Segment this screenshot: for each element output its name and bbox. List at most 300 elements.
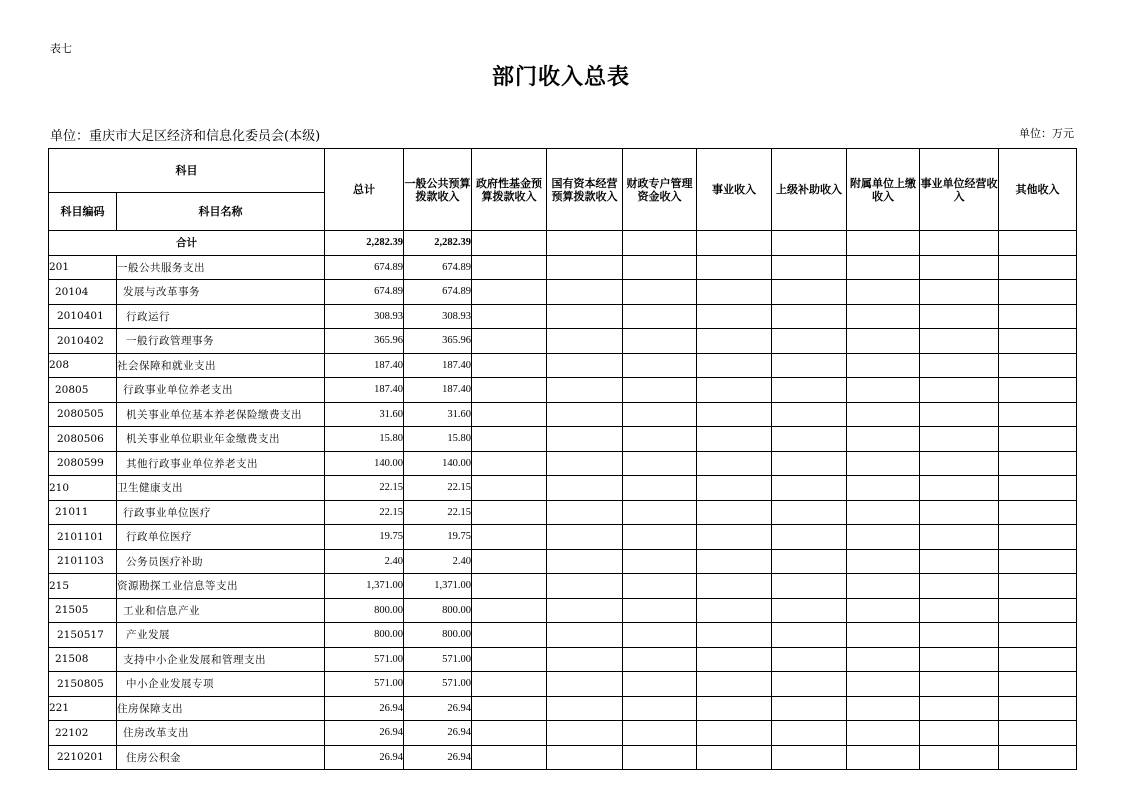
header-operating-income: 事业单位经营收入 bbox=[920, 149, 999, 231]
empty-cell bbox=[772, 402, 847, 427]
header-general-budget: 一般公共预算拨款收入 bbox=[404, 149, 472, 231]
subject-code: 20805 bbox=[49, 378, 117, 403]
subject-code: 2010402 bbox=[49, 329, 117, 354]
subject-code: 2150805 bbox=[49, 672, 117, 697]
empty-cell bbox=[999, 304, 1077, 329]
empty-cell bbox=[920, 476, 999, 501]
subject-code: 2101103 bbox=[49, 549, 117, 574]
empty-cell bbox=[472, 525, 547, 550]
empty-cell bbox=[999, 255, 1077, 280]
empty-cell bbox=[472, 427, 547, 452]
empty-cell bbox=[999, 451, 1077, 476]
page-title: 部门收入总表 bbox=[491, 64, 630, 90]
empty-cell bbox=[697, 525, 772, 550]
subject-name: 支持中小企业发展和管理支出 bbox=[117, 647, 325, 672]
total-amount: 22.15 bbox=[325, 500, 404, 525]
header-gov-fund: 政府性基金预算拨款收入 bbox=[472, 149, 547, 231]
table-row bbox=[49, 402, 1077, 427]
subject-name: 工业和信息产业 bbox=[117, 598, 325, 623]
general-budget-amount: 187.40 bbox=[404, 378, 472, 403]
empty-cell bbox=[547, 255, 623, 280]
general-budget-amount: 22.15 bbox=[404, 500, 472, 525]
total-amount: 800.00 bbox=[325, 598, 404, 623]
empty-cell bbox=[772, 500, 847, 525]
empty-cell bbox=[623, 280, 697, 305]
empty-cell bbox=[623, 329, 697, 354]
table-number: 表七 bbox=[50, 42, 72, 55]
empty-cell bbox=[547, 574, 623, 599]
subject-code: 2080506 bbox=[49, 427, 117, 452]
empty-cell bbox=[772, 623, 847, 648]
empty-cell bbox=[697, 451, 772, 476]
general-budget-amount: 800.00 bbox=[404, 598, 472, 623]
empty-cell bbox=[772, 378, 847, 403]
header-other-income: 其他收入 bbox=[999, 149, 1077, 231]
empty-cell bbox=[547, 549, 623, 574]
empty-cell bbox=[697, 647, 772, 672]
subject-name: 机关事业单位职业年金缴费支出 bbox=[117, 427, 325, 452]
general-budget-amount: 26.94 bbox=[404, 721, 472, 746]
empty-cell bbox=[920, 402, 999, 427]
general-budget-amount: 674.89 bbox=[404, 280, 472, 305]
total-amount: 571.00 bbox=[325, 672, 404, 697]
total-amount: 800.00 bbox=[325, 623, 404, 648]
subject-code: 21508 bbox=[49, 647, 117, 672]
income-summary-table bbox=[48, 148, 1077, 770]
subject-name: 机关事业单位基本养老保险缴费支出 bbox=[117, 402, 325, 427]
subject-name: 社会保障和就业支出 bbox=[117, 353, 325, 378]
subject-name: 行政事业单位医疗 bbox=[117, 500, 325, 525]
empty-cell bbox=[472, 647, 547, 672]
empty-cell bbox=[547, 647, 623, 672]
empty-cell bbox=[772, 721, 847, 746]
empty-cell bbox=[472, 696, 547, 721]
empty-cell bbox=[847, 500, 920, 525]
empty-cell bbox=[772, 231, 847, 256]
table-row bbox=[49, 598, 1077, 623]
empty-cell bbox=[623, 378, 697, 403]
subject-code: 201 bbox=[49, 255, 117, 280]
empty-cell bbox=[697, 353, 772, 378]
general-budget-amount: 26.94 bbox=[404, 745, 472, 770]
subject-code: 2080505 bbox=[49, 402, 117, 427]
empty-cell bbox=[697, 476, 772, 501]
total-amount: 31.60 bbox=[325, 402, 404, 427]
empty-cell bbox=[547, 329, 623, 354]
empty-cell bbox=[772, 353, 847, 378]
subject-code: 2010401 bbox=[49, 304, 117, 329]
empty-cell bbox=[472, 231, 547, 256]
total-amount: 365.96 bbox=[325, 329, 404, 354]
table-row bbox=[49, 623, 1077, 648]
empty-cell bbox=[772, 476, 847, 501]
empty-cell bbox=[847, 696, 920, 721]
empty-cell bbox=[547, 672, 623, 697]
empty-cell bbox=[547, 598, 623, 623]
empty-cell bbox=[472, 549, 547, 574]
empty-cell bbox=[847, 574, 920, 599]
empty-cell bbox=[999, 280, 1077, 305]
empty-cell bbox=[697, 598, 772, 623]
empty-cell bbox=[920, 574, 999, 599]
empty-cell bbox=[472, 402, 547, 427]
empty-cell bbox=[547, 280, 623, 305]
empty-cell bbox=[999, 647, 1077, 672]
header-subject: 科目 bbox=[49, 149, 325, 193]
empty-cell bbox=[697, 402, 772, 427]
header-state-capital: 国有资本经营预算拨款收入 bbox=[547, 149, 623, 231]
empty-cell bbox=[472, 353, 547, 378]
empty-cell bbox=[920, 623, 999, 648]
empty-cell bbox=[472, 672, 547, 697]
table-row bbox=[49, 721, 1077, 746]
empty-cell bbox=[623, 402, 697, 427]
empty-cell bbox=[999, 745, 1077, 770]
empty-cell bbox=[847, 623, 920, 648]
empty-cell bbox=[999, 427, 1077, 452]
empty-cell bbox=[697, 231, 772, 256]
general-budget-amount: 365.96 bbox=[404, 329, 472, 354]
empty-cell bbox=[697, 427, 772, 452]
empty-cell bbox=[920, 721, 999, 746]
subject-name: 住房改革支出 bbox=[117, 721, 325, 746]
empty-cell bbox=[547, 500, 623, 525]
total-amount: 22.15 bbox=[325, 476, 404, 501]
subject-name: 行政单位医疗 bbox=[117, 525, 325, 550]
empty-cell bbox=[847, 451, 920, 476]
subject-code: 21011 bbox=[49, 500, 117, 525]
total-amount: 571.00 bbox=[325, 647, 404, 672]
empty-cell bbox=[772, 255, 847, 280]
empty-cell bbox=[472, 378, 547, 403]
subject-name: 发展与改革事务 bbox=[117, 280, 325, 305]
table-row bbox=[49, 525, 1077, 550]
empty-cell bbox=[999, 672, 1077, 697]
empty-cell bbox=[847, 280, 920, 305]
empty-cell bbox=[772, 451, 847, 476]
empty-cell bbox=[547, 451, 623, 476]
empty-cell bbox=[547, 745, 623, 770]
table-row bbox=[49, 280, 1077, 305]
empty-cell bbox=[847, 672, 920, 697]
general-budget-amount: 187.40 bbox=[404, 353, 472, 378]
empty-cell bbox=[772, 598, 847, 623]
empty-cell bbox=[697, 574, 772, 599]
total-general-budget: 2,282.39 bbox=[404, 231, 472, 256]
empty-cell bbox=[847, 353, 920, 378]
subject-code: 210 bbox=[49, 476, 117, 501]
empty-cell bbox=[623, 672, 697, 697]
total-amount: 187.40 bbox=[325, 378, 404, 403]
total-amount: 19.75 bbox=[325, 525, 404, 550]
total-amount: 15.80 bbox=[325, 427, 404, 452]
empty-cell bbox=[472, 721, 547, 746]
table-row bbox=[49, 427, 1077, 452]
empty-cell bbox=[623, 696, 697, 721]
empty-cell bbox=[547, 231, 623, 256]
empty-cell bbox=[999, 525, 1077, 550]
subject-code: 2080599 bbox=[49, 451, 117, 476]
subject-name: 产业发展 bbox=[117, 623, 325, 648]
general-budget-amount: 26.94 bbox=[404, 696, 472, 721]
total-amount: 187.40 bbox=[325, 353, 404, 378]
general-budget-amount: 571.00 bbox=[404, 647, 472, 672]
empty-cell bbox=[547, 525, 623, 550]
empty-cell bbox=[772, 696, 847, 721]
empty-cell bbox=[999, 623, 1077, 648]
empty-cell bbox=[847, 525, 920, 550]
empty-cell bbox=[920, 427, 999, 452]
empty-cell bbox=[547, 721, 623, 746]
general-budget-amount: 15.80 bbox=[404, 427, 472, 452]
empty-cell bbox=[920, 378, 999, 403]
total-amount: 26.94 bbox=[325, 745, 404, 770]
empty-cell bbox=[623, 500, 697, 525]
subject-code: 215 bbox=[49, 574, 117, 599]
empty-cell bbox=[920, 255, 999, 280]
total-label: 合计 bbox=[49, 231, 325, 256]
empty-cell bbox=[472, 304, 547, 329]
general-budget-amount: 22.15 bbox=[404, 476, 472, 501]
subject-name: 中小企业发展专项 bbox=[117, 672, 325, 697]
general-budget-amount: 1,371.00 bbox=[404, 574, 472, 599]
empty-cell bbox=[772, 329, 847, 354]
empty-cell bbox=[623, 721, 697, 746]
unit-organization: 单位：重庆市大足区经济和信息化委员会(本级) bbox=[50, 129, 321, 144]
subject-name: 一般公共服务支出 bbox=[117, 255, 325, 280]
empty-cell bbox=[847, 549, 920, 574]
table-row bbox=[49, 329, 1077, 354]
empty-cell bbox=[697, 255, 772, 280]
empty-cell bbox=[999, 476, 1077, 501]
subject-code: 21505 bbox=[49, 598, 117, 623]
empty-cell bbox=[999, 378, 1077, 403]
empty-cell bbox=[847, 476, 920, 501]
empty-cell bbox=[920, 500, 999, 525]
empty-cell bbox=[697, 329, 772, 354]
empty-cell bbox=[472, 329, 547, 354]
empty-cell bbox=[772, 672, 847, 697]
empty-cell bbox=[772, 574, 847, 599]
total-amount: 308.93 bbox=[325, 304, 404, 329]
empty-cell bbox=[999, 231, 1077, 256]
empty-cell bbox=[920, 353, 999, 378]
empty-cell bbox=[920, 647, 999, 672]
general-budget-amount: 19.75 bbox=[404, 525, 472, 550]
empty-cell bbox=[999, 500, 1077, 525]
empty-cell bbox=[472, 623, 547, 648]
empty-cell bbox=[847, 427, 920, 452]
empty-cell bbox=[847, 647, 920, 672]
empty-cell bbox=[697, 721, 772, 746]
empty-cell bbox=[623, 598, 697, 623]
total-amount: 2,282.39 bbox=[325, 231, 404, 256]
subject-name: 住房公积金 bbox=[117, 745, 325, 770]
empty-cell bbox=[547, 427, 623, 452]
empty-cell bbox=[623, 525, 697, 550]
table-row bbox=[49, 696, 1077, 721]
empty-cell bbox=[472, 574, 547, 599]
header-affiliated-income: 附属单位上缴收入 bbox=[847, 149, 920, 231]
empty-cell bbox=[920, 304, 999, 329]
header-upper-subsidy: 上级补助收入 bbox=[772, 149, 847, 231]
empty-cell bbox=[623, 476, 697, 501]
table-row bbox=[49, 574, 1077, 599]
empty-cell bbox=[623, 451, 697, 476]
empty-cell bbox=[920, 696, 999, 721]
empty-cell bbox=[472, 598, 547, 623]
empty-cell bbox=[547, 353, 623, 378]
empty-cell bbox=[999, 353, 1077, 378]
table-row bbox=[49, 304, 1077, 329]
empty-cell bbox=[547, 623, 623, 648]
empty-cell bbox=[697, 672, 772, 697]
subject-name: 一般行政管理事务 bbox=[117, 329, 325, 354]
empty-cell bbox=[547, 304, 623, 329]
empty-cell bbox=[999, 402, 1077, 427]
unit-currency: 单位：万元 bbox=[1019, 127, 1074, 140]
subject-code: 2101101 bbox=[49, 525, 117, 550]
subject-code: 22102 bbox=[49, 721, 117, 746]
empty-cell bbox=[547, 402, 623, 427]
header-fiscal-special: 财政专户管理资金收入 bbox=[623, 149, 697, 231]
empty-cell bbox=[472, 280, 547, 305]
table-row bbox=[49, 476, 1077, 501]
subject-name: 行政事业单位养老支出 bbox=[117, 378, 325, 403]
empty-cell bbox=[847, 721, 920, 746]
empty-cell bbox=[623, 623, 697, 648]
empty-cell bbox=[920, 598, 999, 623]
general-budget-amount: 674.89 bbox=[404, 255, 472, 280]
empty-cell bbox=[920, 451, 999, 476]
empty-cell bbox=[847, 598, 920, 623]
general-budget-amount: 31.60 bbox=[404, 402, 472, 427]
subject-code: 2150517 bbox=[49, 623, 117, 648]
empty-cell bbox=[623, 231, 697, 256]
empty-cell bbox=[847, 231, 920, 256]
table-row bbox=[49, 500, 1077, 525]
subject-code: 20104 bbox=[49, 280, 117, 305]
empty-cell bbox=[772, 304, 847, 329]
table-row bbox=[49, 647, 1077, 672]
empty-cell bbox=[697, 696, 772, 721]
header-subject-name: 科目名称 bbox=[117, 193, 325, 231]
empty-cell bbox=[623, 427, 697, 452]
empty-cell bbox=[623, 745, 697, 770]
general-budget-amount: 308.93 bbox=[404, 304, 472, 329]
empty-cell bbox=[697, 304, 772, 329]
header-subject-code: 科目编码 bbox=[49, 193, 117, 231]
empty-cell bbox=[697, 378, 772, 403]
table-row bbox=[49, 255, 1077, 280]
empty-cell bbox=[920, 280, 999, 305]
total-amount: 2.40 bbox=[325, 549, 404, 574]
subject-name: 其他行政事业单位养老支出 bbox=[117, 451, 325, 476]
empty-cell bbox=[999, 696, 1077, 721]
total-amount: 674.89 bbox=[325, 280, 404, 305]
empty-cell bbox=[999, 721, 1077, 746]
empty-cell bbox=[920, 745, 999, 770]
table-row bbox=[49, 378, 1077, 403]
empty-cell bbox=[623, 549, 697, 574]
empty-cell bbox=[472, 451, 547, 476]
empty-cell bbox=[920, 231, 999, 256]
general-budget-amount: 140.00 bbox=[404, 451, 472, 476]
empty-cell bbox=[847, 378, 920, 403]
general-budget-amount: 2.40 bbox=[404, 549, 472, 574]
table-row bbox=[49, 353, 1077, 378]
subject-code: 221 bbox=[49, 696, 117, 721]
empty-cell bbox=[772, 745, 847, 770]
empty-cell bbox=[847, 402, 920, 427]
subject-code: 208 bbox=[49, 353, 117, 378]
empty-cell bbox=[547, 696, 623, 721]
total-amount: 26.94 bbox=[325, 721, 404, 746]
empty-cell bbox=[772, 525, 847, 550]
total-row bbox=[49, 231, 1077, 256]
empty-cell bbox=[999, 549, 1077, 574]
subject-name: 行政运行 bbox=[117, 304, 325, 329]
empty-cell bbox=[772, 549, 847, 574]
empty-cell bbox=[847, 304, 920, 329]
empty-cell bbox=[697, 280, 772, 305]
empty-cell bbox=[847, 255, 920, 280]
empty-cell bbox=[697, 500, 772, 525]
empty-cell bbox=[920, 672, 999, 697]
total-amount: 140.00 bbox=[325, 451, 404, 476]
empty-cell bbox=[472, 745, 547, 770]
empty-cell bbox=[472, 500, 547, 525]
total-amount: 1,371.00 bbox=[325, 574, 404, 599]
empty-cell bbox=[623, 574, 697, 599]
subject-name: 住房保障支出 bbox=[117, 696, 325, 721]
table-row bbox=[49, 672, 1077, 697]
subject-code: 2210201 bbox=[49, 745, 117, 770]
empty-cell bbox=[472, 255, 547, 280]
subject-name: 卫生健康支出 bbox=[117, 476, 325, 501]
empty-cell bbox=[847, 329, 920, 354]
subject-name: 公务员医疗补助 bbox=[117, 549, 325, 574]
table-row bbox=[49, 451, 1077, 476]
general-budget-amount: 571.00 bbox=[404, 672, 472, 697]
empty-cell bbox=[999, 574, 1077, 599]
header-business-income: 事业收入 bbox=[697, 149, 772, 231]
empty-cell bbox=[623, 353, 697, 378]
total-amount: 674.89 bbox=[325, 255, 404, 280]
empty-cell bbox=[623, 647, 697, 672]
empty-cell bbox=[999, 598, 1077, 623]
empty-cell bbox=[999, 329, 1077, 354]
header-row bbox=[49, 149, 1077, 193]
subject-name: 资源勘探工业信息等支出 bbox=[117, 574, 325, 599]
empty-cell bbox=[697, 745, 772, 770]
empty-cell bbox=[920, 329, 999, 354]
empty-cell bbox=[772, 647, 847, 672]
empty-cell bbox=[772, 280, 847, 305]
header-total: 总计 bbox=[325, 149, 404, 231]
empty-cell bbox=[847, 745, 920, 770]
empty-cell bbox=[472, 476, 547, 501]
empty-cell bbox=[623, 304, 697, 329]
table-row bbox=[49, 745, 1077, 770]
empty-cell bbox=[547, 476, 623, 501]
general-budget-amount: 800.00 bbox=[404, 623, 472, 648]
empty-cell bbox=[547, 378, 623, 403]
total-amount: 26.94 bbox=[325, 696, 404, 721]
empty-cell bbox=[772, 427, 847, 452]
empty-cell bbox=[920, 549, 999, 574]
empty-cell bbox=[697, 549, 772, 574]
